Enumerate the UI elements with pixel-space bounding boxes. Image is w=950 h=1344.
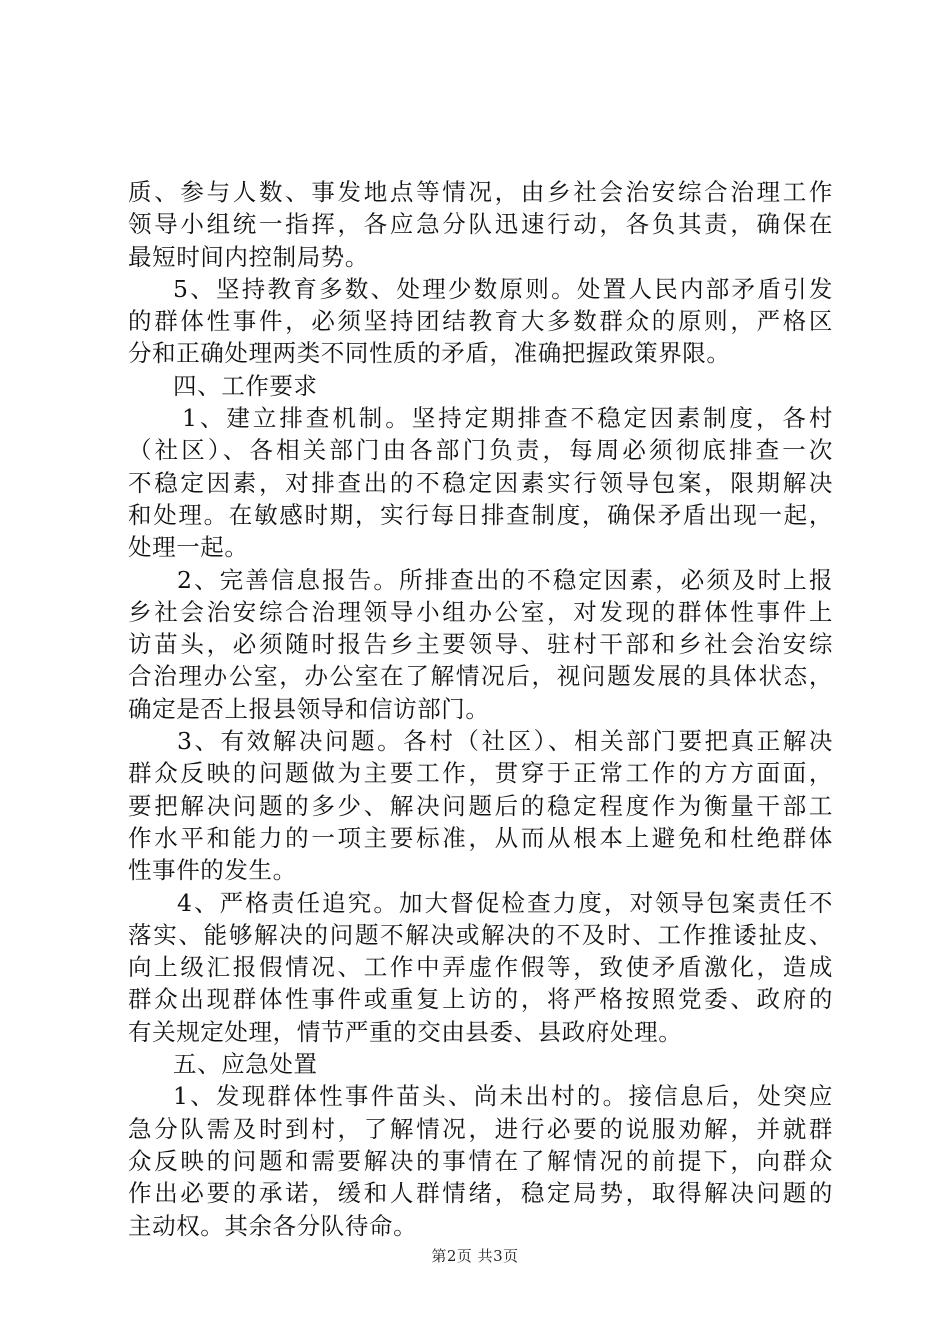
text-line: 领导小组统一指挥，各应急分队迅速行动，各负其责，确保在 bbox=[128, 210, 833, 239]
paragraph-start-line: 5、坚持教育多数、处理少数原则。处置人民内部矛盾引发 bbox=[173, 274, 833, 303]
paragraph-start-line: 4、严格责任追究。加大督促检查力度，对领导包案责任不 bbox=[177, 888, 833, 917]
text-line: 最短时间内控制局势。 bbox=[128, 242, 369, 271]
paragraph-start-line: 3、有效解决问题。各村（社区）、相关部门要把真正解决 bbox=[177, 727, 833, 756]
text-line: 确定是否上报县领导和信访部门。 bbox=[128, 694, 490, 723]
text-line: 众反映的问题和需要解决的事情在了解情况的前提下，向群众 bbox=[128, 1146, 833, 1175]
section-heading: 四、工作要求 bbox=[173, 371, 318, 400]
text-line: 主动权。其余各分队待命。 bbox=[128, 1211, 418, 1240]
page-number-footer: 第2页 共3页 bbox=[431, 1247, 519, 1265]
section-heading: 五、应急处置 bbox=[173, 1050, 318, 1079]
text-line: （社区）、各相关部门由各部门负责，每周必须彻底排查一次 bbox=[128, 436, 833, 465]
text-line: 有关规定处理，情节严重的交由县委、县政府处理。 bbox=[128, 1017, 683, 1046]
text-line: 分和正确处理两类不同性质的矛盾，准确把握政策界限。 bbox=[128, 339, 731, 368]
text-line: 落实、能够解决的问题不解决或解决的不及时、工作推诿扯皮、 bbox=[128, 920, 833, 949]
text-line: 向上级汇报假情况、工作中弄虚作假等，致使矛盾激化，造成 bbox=[128, 953, 833, 982]
text-line: 作水平和能力的一项主要标准，从而从根本上避免和杜绝群体 bbox=[128, 823, 833, 852]
text-line: 乡社会治安综合治理领导小组办公室，对发现的群体性事件上 bbox=[128, 597, 833, 626]
text-line: 合治理办公室，办公室在了解情况后，视问题发展的具体状态， bbox=[128, 662, 833, 691]
text-line: 访苗头，必须随时报告乡主要领导、驻村干部和乡社会治安综 bbox=[128, 630, 833, 659]
text-line: 不稳定因素，对排查出的不稳定因素实行领导包案，限期解决 bbox=[128, 468, 833, 497]
paragraph-start-line: 1、建立排查机制。坚持定期排查不稳定因素制度，各村 bbox=[182, 404, 833, 433]
text-line: 作出必要的承诺，缓和人群情绪，稳定局势，取得解决问题的 bbox=[128, 1179, 833, 1208]
text-line: 和处理。在敏感时期，实行每日排查制度，确保矛盾出现一起， bbox=[128, 500, 833, 529]
text-line: 的群体性事件，必须坚持团结教育大多数群众的原则，严格区 bbox=[128, 307, 833, 336]
text-line: 要把解决问题的多少、解决问题后的稳定程度作为衡量干部工 bbox=[128, 791, 833, 820]
paragraph-start-line: 2、完善信息报告。所排查出的不稳定因素，必须及时上报 bbox=[177, 565, 833, 594]
document-body bbox=[128, 176, 833, 1242]
text-line: 处理一起。 bbox=[128, 533, 249, 562]
text-line: 性事件的发生。 bbox=[128, 856, 297, 885]
text-line: 急分队需及时到村，了解情况，进行必要的说服劝解，并就群 bbox=[128, 1114, 833, 1143]
text-line: 群众出现群体性事件或重复上访的，将严格按照党委、政府的 bbox=[128, 985, 833, 1014]
paragraph-start-line: 1、发现群体性事件苗头、尚未出村的。接信息后，处突应 bbox=[173, 1082, 833, 1111]
text-line: 质、参与人数、事发地点等情况，由乡社会治安综合治理工作 bbox=[128, 178, 833, 206]
text-line: 群众反映的问题做为主要工作，贯穿于正常工作的方方面面， bbox=[128, 759, 833, 788]
